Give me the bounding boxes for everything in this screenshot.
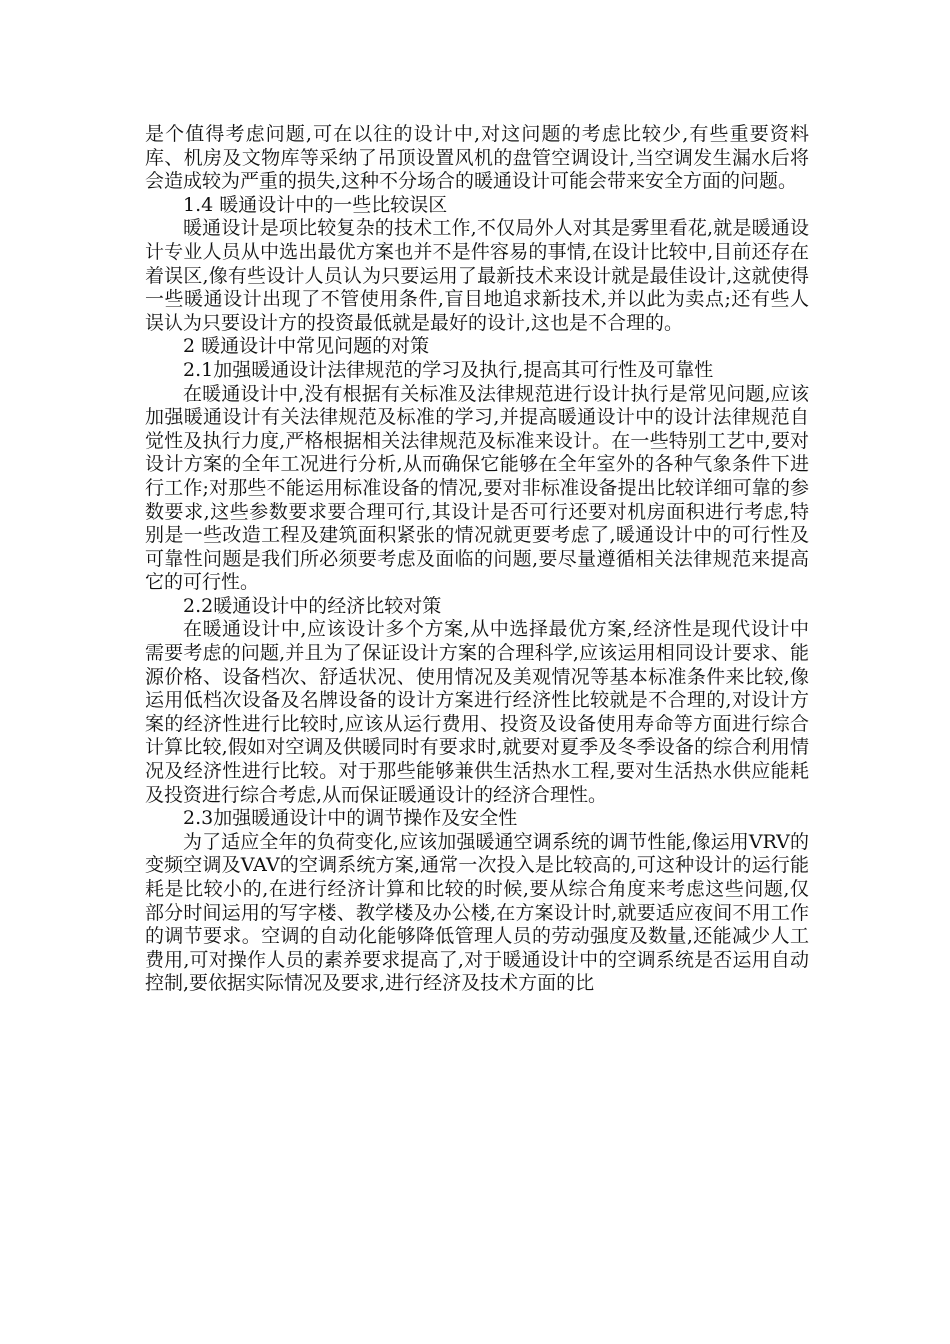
document-page (145, 123, 809, 996)
section-heading: 2.3加强暖通设计中的调节操作及安全性 (183, 807, 518, 830)
body-paragraph: 为了适应全年的负荷变化,应该加强暖通空调系统的调节性能,像运用VRV的变频空调及VAV的空调系统方案,通常一次投入是比较高的,可这种设计的运行能耗是比较小的,在进行经济计算和比较的时候,要从综合角度来考虑这些问题,仅部分时间运用的写字楼、教学楼及办公楼,在方案设计时,就要适应夜间不用工作的调节要求。空调的自动化能够降低管理人员的劳动强度及数量,还能减少人工费用,可对操作人员的素养要求提高了,对于暖通设计中的空调系统是否运用自动控制,要依据实际情况及要求,进行经济及技术方面的比 (145, 830, 809, 995)
body-paragraph: 是个值得考虑问题,可在以往的设计中,对这问题的考虑比较少,有些重要资料库、机房及文物库等采纳了吊顶设置风机的盘管空调设计,当空调发生漏水后将会造成较为严重的损失,这种不分场合的暖通设计可能会带来安全方面的问题。 (145, 123, 809, 193)
body-paragraph: 在暖通设计中,没有根据有关标准及法律规范进行设计执行是常见问题,应该加强暖通设计有关法律规范及标准的学习,并提高暖通设计中的设计法律规范自觉性及执行力度,严格根据相关法律规范及标准来设计。在一些特别工艺中,要对设计方案的全年工况进行分析,从而确保它能够在全年室外的各种气象条件下进行工作;对那些不能运用标准设备的情况,要对非标准设备提出比较详细可靠的参数要求,这些参数要求要合理可行,其设计是否可行还要对机房面积进行考虑,特别是一些改造工程及建筑面积紧张的情况就更要考虑了,暖通设计中的可行性及可靠性问题是我们所必须要考虑及面临的问题,要尽量遵循相关法律规范来提高它的可行性。 (145, 382, 809, 594)
section-heading: 2.1加强暖通设计法律规范的学习及执行,提高其可行性及可靠性 (183, 358, 714, 381)
section-heading: 1.4 暖通设计中的一些比较误区 (183, 193, 448, 216)
section-heading: 2.2暖通设计中的经济比较对策 (183, 594, 442, 617)
section-heading: 2 暖通设计中常见问题的对策 (183, 335, 430, 358)
body-paragraph: 在暖通设计中,应该设计多个方案,从中选择最优方案,经济性是现代设计中需要考虑的问题,并且为了保证设计方案的合理科学,应该运用相同设计要求、能源价格、设备档次、舒适状况、使用情况及美观情况等基本标准条件来比较,像运用低档次设备及名牌设备的设计方案进行经济性比较就是不合理的,对设计方案的经济性进行比较时,应该从运行费用、投资及设备使用寿命等方面进行综合计算比较,假如对空调及供暖同时有要求时,就要对夏季及冬季设备的综合利用情况及经济性进行比较。对于那些能够兼供生活热水工程,要对生活热水供应能耗及投资进行综合考虑,从而保证暖通设计的经济合理性。 (145, 618, 809, 806)
body-paragraph: 暖通设计是项比较复杂的技术工作,不仅局外人对其是雾里看花,就是暖通设计专业人员从中选出最优方案也并不是件容易的事情,在设计比较中,目前还存在着误区,像有些设计人员认为只要运用了最新技术来设计就是最佳设计,这就使得一些暖通设计出现了不管使用条件,盲目地追求新技术,并以此为卖点;还有些人误认为只要设计方的投资最低就是最好的设计,这也是不合理的。 (145, 217, 809, 334)
